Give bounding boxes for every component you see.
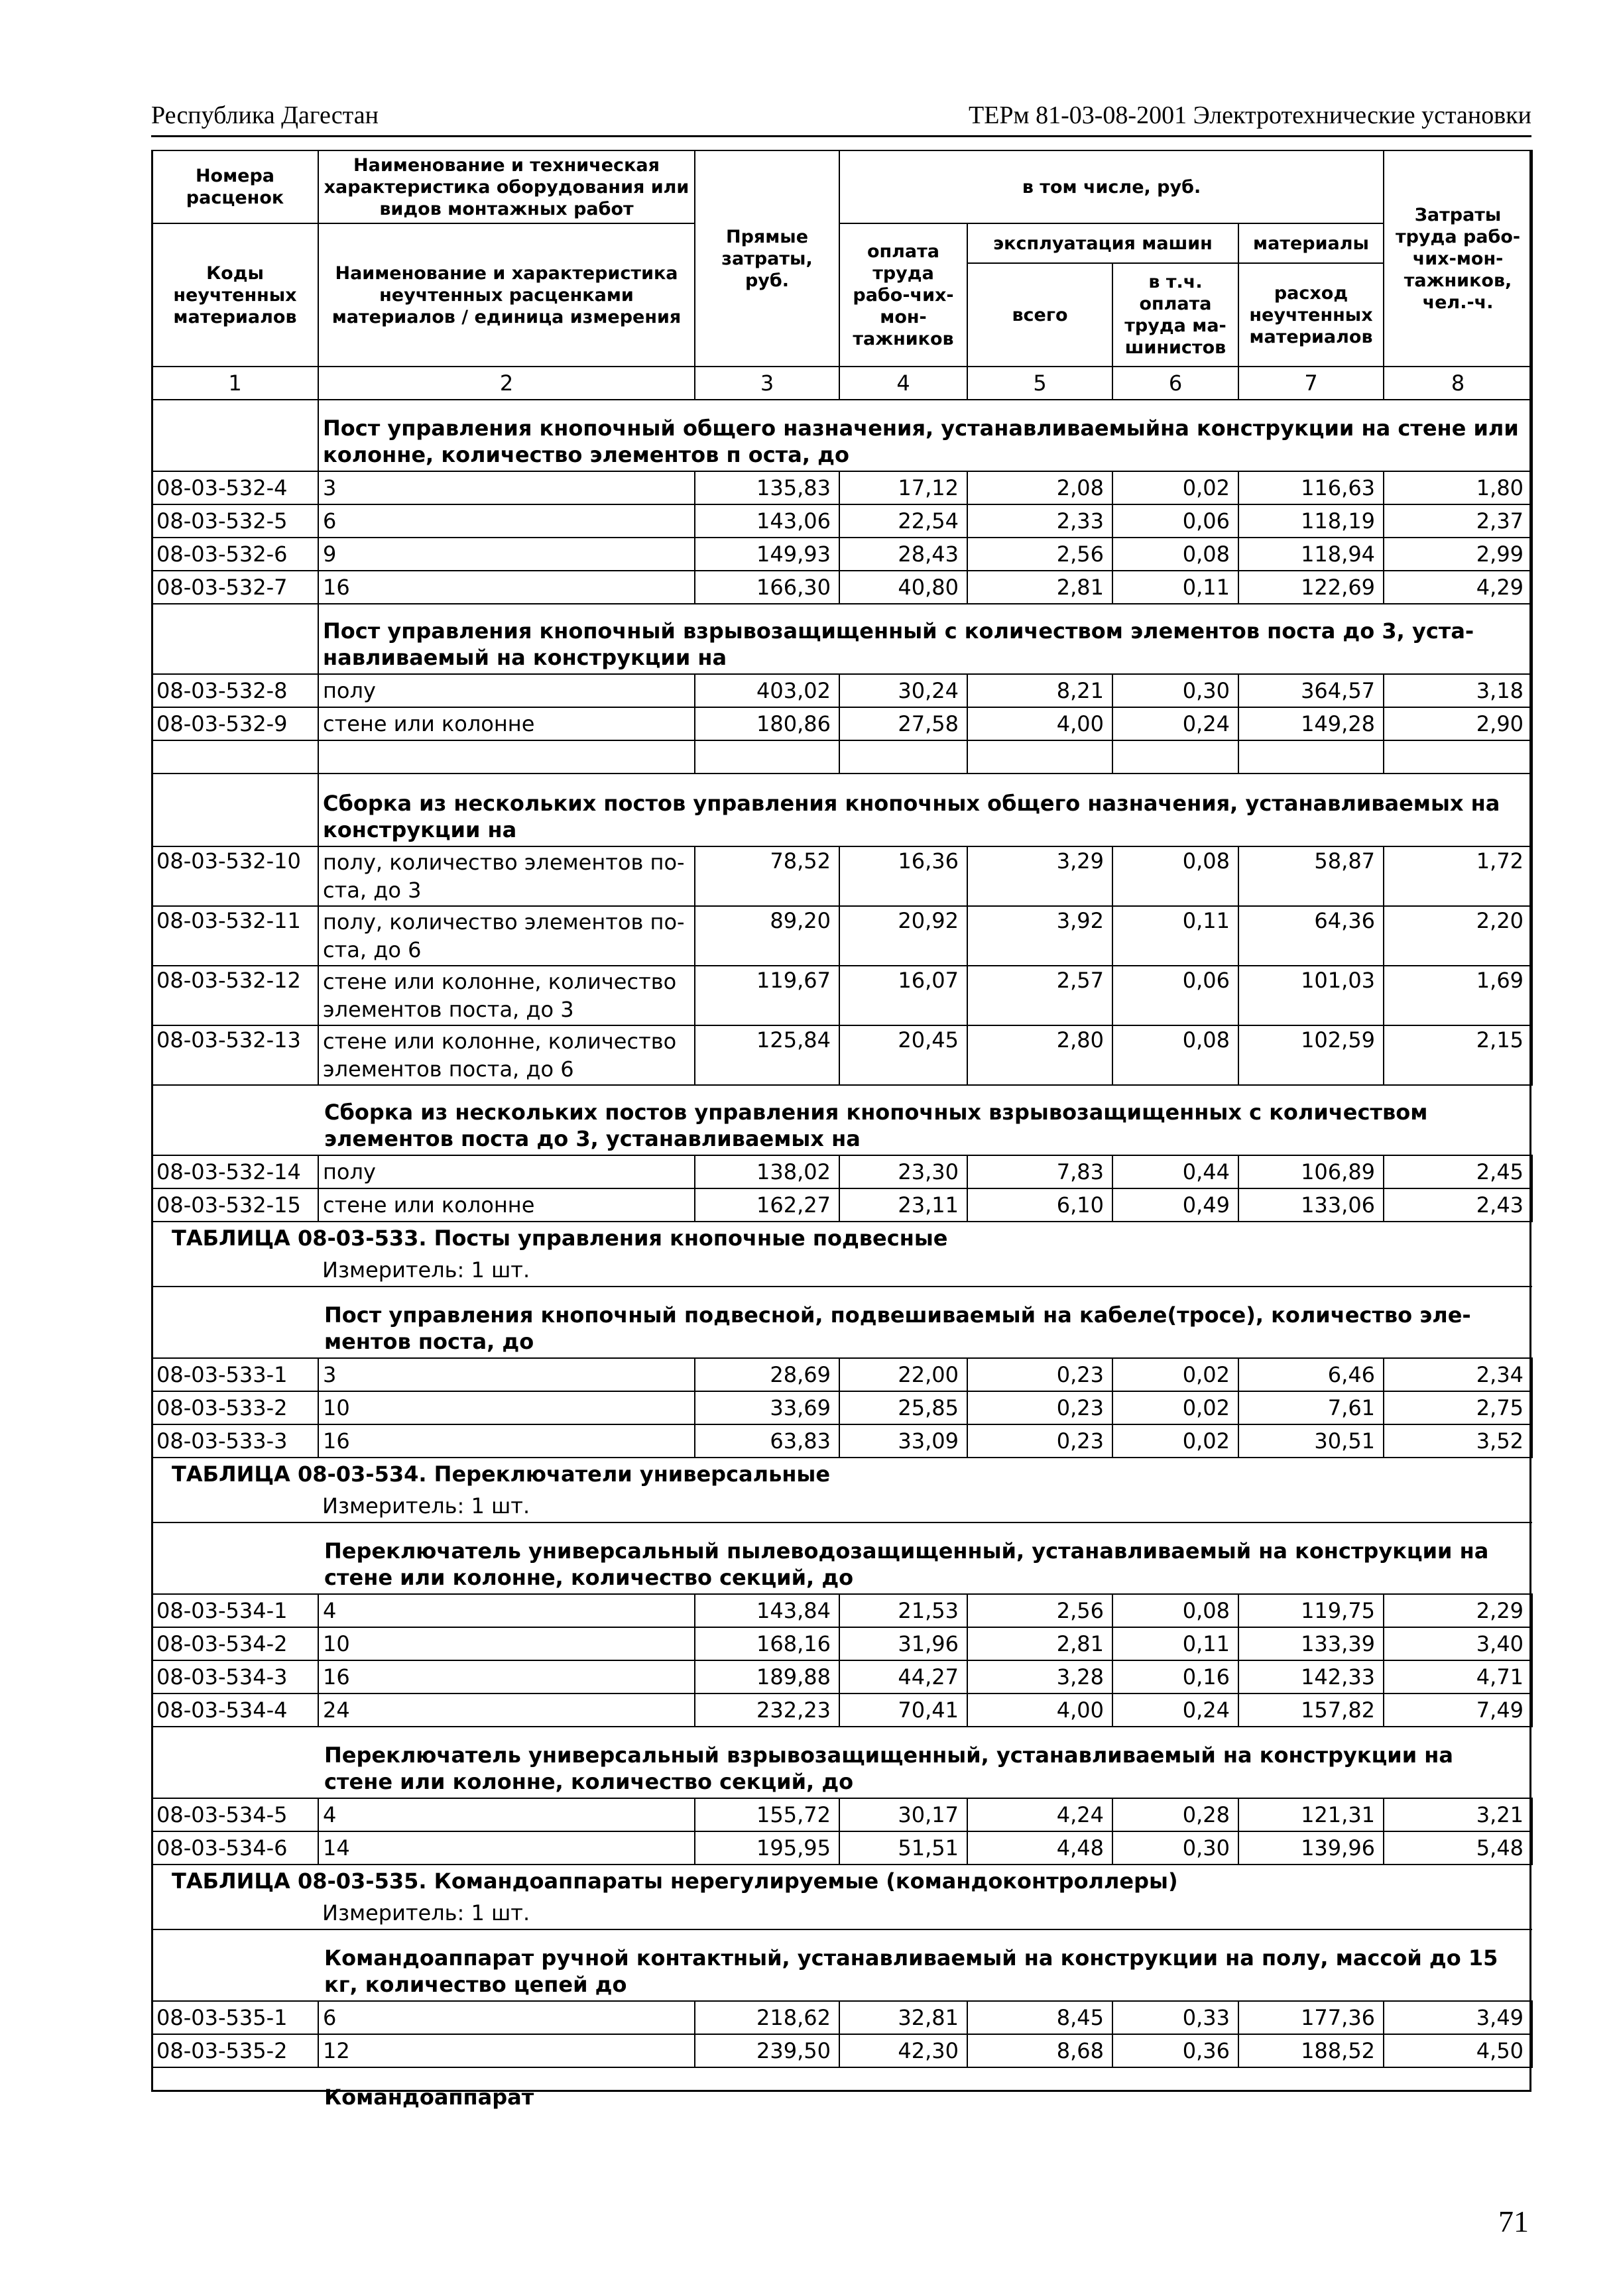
operator-pay: 0,33 [1112, 2001, 1238, 2034]
rate-code: 08-03-534-3 [152, 1660, 318, 1693]
table-row [152, 1693, 1532, 1727]
materials: 102,59 [1238, 1025, 1384, 1085]
rate-code: 08-03-532-7 [152, 571, 318, 604]
operator-pay: 0,30 [1112, 1831, 1238, 1865]
machines-total: 3,29 [967, 846, 1112, 906]
table-row [152, 1025, 1532, 1085]
materials: 118,94 [1238, 538, 1384, 571]
rate-name: полу, количество элементов по-ста, до 6 [318, 906, 695, 966]
direct-costs: 239,50 [695, 2034, 839, 2067]
page-number: 71 [1498, 2205, 1529, 2238]
table-row [152, 906, 1532, 966]
rate-name: 6 [318, 504, 695, 538]
operator-pay: 0,06 [1112, 966, 1238, 1025]
direct-costs: 78,52 [695, 846, 839, 906]
section-title-row [152, 1522, 1532, 1594]
materials: 133,39 [1238, 1627, 1384, 1660]
labor-hours: 2,20 [1384, 906, 1532, 966]
machines-total: 2,80 [967, 1025, 1112, 1085]
labor-hours: 2,43 [1384, 1188, 1532, 1222]
direct-costs: 195,95 [695, 1831, 839, 1865]
machines-total: 2,81 [967, 1627, 1112, 1660]
direct-costs: 155,72 [695, 1798, 839, 1831]
rate-code: 08-03-532-8 [152, 674, 318, 707]
table-header-row [152, 150, 1532, 223]
section-title-row [152, 400, 1532, 471]
rate-code: 08-03-532-6 [152, 538, 318, 571]
labor-hours: 2,29 [1384, 1594, 1532, 1627]
page-header [151, 93, 1531, 137]
operator-pay: 0,16 [1112, 1660, 1238, 1693]
labor-hours: 3,49 [1384, 2001, 1532, 2034]
machines-total: 2,57 [967, 966, 1112, 1025]
rate-code: 08-03-534-2 [152, 1627, 318, 1660]
column-number: 6 [1112, 367, 1238, 400]
column-number: 5 [967, 367, 1112, 400]
rate-name: 16 [318, 571, 695, 604]
header-including: в том числе, руб. [839, 150, 1384, 223]
worker-pay: 33,09 [839, 1424, 967, 1458]
rate-name: 10 [318, 1391, 695, 1424]
worker-pay: 32,81 [839, 2001, 967, 2034]
table-title: ТАБЛИЦА 08-03-534. Переключатели универсальные [152, 1458, 1532, 1490]
labor-hours: 3,40 [1384, 1627, 1532, 1660]
direct-costs: 189,88 [695, 1660, 839, 1693]
section-title-row [152, 2067, 1532, 2113]
operator-pay: 0,24 [1112, 1693, 1238, 1727]
table-header-row [152, 223, 1532, 263]
rate-name: 10 [318, 1627, 695, 1660]
measure-unit: Измеритель: 1 шт. [322, 1900, 530, 1925]
labor-hours: 7,49 [1384, 1693, 1532, 1727]
rates-table [151, 150, 1533, 2113]
rate-name: 3 [318, 1358, 695, 1391]
section-title: Командоаппарат [324, 2085, 534, 2110]
rate-name: стене или колонне, количество элементов поста, до 3 [318, 966, 695, 1025]
machines-total: 6,10 [967, 1188, 1112, 1222]
rate-code: 08-03-532-14 [152, 1155, 318, 1188]
section-title: Переключатель универсальный пылеводозащищенный, устанавливаемый на конструкции на стене или колонне, количество секций, до [324, 1538, 1489, 1590]
direct-costs: 232,23 [695, 1693, 839, 1727]
direct-costs: 166,30 [695, 571, 839, 604]
column-number-row [152, 367, 1532, 400]
operator-pay: 0,36 [1112, 2034, 1238, 2067]
labor-hours: 3,18 [1384, 674, 1532, 707]
column-number: 1 [152, 367, 318, 400]
rate-name: 24 [318, 1693, 695, 1727]
worker-pay: 27,58 [839, 707, 967, 740]
section-title: Пост управления кнопочный общего назначения, устанавливаемыйна конструкции на стене или колонне, количество элементов п оста, до [318, 400, 1532, 471]
labor-hours: 3,52 [1384, 1424, 1532, 1458]
machines-total: 2,81 [967, 571, 1112, 604]
table-row [152, 1155, 1532, 1188]
direct-costs: 162,27 [695, 1188, 839, 1222]
materials: 58,87 [1238, 846, 1384, 906]
section-title-row [152, 774, 1532, 846]
operator-pay: 0,02 [1112, 1358, 1238, 1391]
column-number: 7 [1238, 367, 1384, 400]
materials: 149,28 [1238, 707, 1384, 740]
machines-total: 2,08 [967, 471, 1112, 504]
column-number: 4 [839, 367, 967, 400]
materials: 139,96 [1238, 1831, 1384, 1865]
worker-pay: 21,53 [839, 1594, 967, 1627]
rate-name: 16 [318, 1660, 695, 1693]
header-operator-pay: в т.ч. оплата труда ма-шинистов [1112, 263, 1238, 367]
operator-pay: 0,28 [1112, 1798, 1238, 1831]
table-row [152, 471, 1532, 504]
rate-code: 08-03-532-10 [152, 846, 318, 906]
rate-code: 08-03-534-5 [152, 1798, 318, 1831]
labor-hours: 2,99 [1384, 538, 1532, 571]
direct-costs: 149,93 [695, 538, 839, 571]
machines-total: 4,00 [967, 707, 1112, 740]
machines-total: 8,21 [967, 674, 1112, 707]
machines-total: 8,68 [967, 2034, 1112, 2067]
labor-hours: 2,90 [1384, 707, 1532, 740]
table-row [152, 2034, 1532, 2067]
direct-costs: 119,67 [695, 966, 839, 1025]
materials: 188,52 [1238, 2034, 1384, 2067]
table-row [152, 504, 1532, 538]
section-title: Пост управления кнопочный подвесной, подвешиваемый на кабеле(тросе), количество эле-ментов поста, до [324, 1302, 1471, 1354]
empty-row [152, 740, 1532, 774]
worker-pay: 31,96 [839, 1627, 967, 1660]
table-row [152, 707, 1532, 740]
operator-pay: 0,02 [1112, 471, 1238, 504]
machines-total: 4,00 [967, 1693, 1112, 1727]
rate-name: стене или колонне [318, 707, 695, 740]
labor-hours: 5,48 [1384, 1831, 1532, 1865]
table-row [152, 2001, 1532, 2034]
machines-total: 2,33 [967, 504, 1112, 538]
table-title: ТАБЛИЦА 08-03-535. Командоаппараты нерегулируемые (командоконтроллеры) [152, 1865, 1532, 1897]
rate-code: 08-03-533-3 [152, 1424, 318, 1458]
operator-pay: 0,02 [1112, 1424, 1238, 1458]
labor-hours: 2,34 [1384, 1358, 1532, 1391]
machines-total: 7,83 [967, 1155, 1112, 1188]
machines-total: 4,24 [967, 1798, 1112, 1831]
labor-hours: 2,75 [1384, 1391, 1532, 1424]
machines-total: 8,45 [967, 2001, 1112, 2034]
section-title-row [152, 1929, 1532, 2001]
direct-costs: 143,84 [695, 1594, 839, 1627]
materials: 101,03 [1238, 966, 1384, 1025]
column-number: 8 [1384, 367, 1532, 400]
header-direct-costs: Прямые затраты, руб. [695, 150, 839, 367]
measure-unit: Измеритель: 1 шт. [322, 1257, 530, 1283]
materials: 157,82 [1238, 1693, 1384, 1727]
column-number: 2 [318, 367, 695, 400]
rate-name: полу [318, 674, 695, 707]
rate-code: 08-03-532-11 [152, 906, 318, 966]
direct-costs: 89,20 [695, 906, 839, 966]
materials: 133,06 [1238, 1188, 1384, 1222]
materials: 7,61 [1238, 1391, 1384, 1424]
rate-code: 08-03-533-2 [152, 1391, 318, 1424]
operator-pay: 0,11 [1112, 906, 1238, 966]
section-title: Сборка из нескольких постов управления кнопочных общего назначения, устанавливаемых на конструкции на [318, 774, 1532, 846]
machines-total: 3,28 [967, 1660, 1112, 1693]
materials: 119,75 [1238, 1594, 1384, 1627]
operator-pay: 0,08 [1112, 846, 1238, 906]
measure-row [152, 1897, 1532, 1929]
operator-pay: 0,08 [1112, 1025, 1238, 1085]
rate-name: стене или колонне [318, 1188, 695, 1222]
worker-pay: 42,30 [839, 2034, 967, 2067]
rate-name: 3 [318, 471, 695, 504]
labor-hours: 3,21 [1384, 1798, 1532, 1831]
operator-pay: 0,08 [1112, 538, 1238, 571]
worker-pay: 16,07 [839, 966, 967, 1025]
section-title: Переключатель универсальный взрывозащищенный, устанавливаемый на конструкции на стене или колонне, количество секций, до [324, 1743, 1453, 1794]
measure-unit: Измеритель: 1 шт. [322, 1493, 530, 1519]
materials: 142,33 [1238, 1660, 1384, 1693]
table-row [152, 1358, 1532, 1391]
table-row [152, 1594, 1532, 1627]
worker-pay: 17,12 [839, 471, 967, 504]
worker-pay: 16,36 [839, 846, 967, 906]
worker-pay: 70,41 [839, 1693, 967, 1727]
operator-pay: 0,30 [1112, 674, 1238, 707]
worker-pay: 20,45 [839, 1025, 967, 1085]
table-row [152, 1424, 1532, 1458]
labor-hours: 4,29 [1384, 571, 1532, 604]
table-row [152, 1188, 1532, 1222]
section-title: Пост управления кнопочный взрывозащищенный с количеством элементов поста до 3, уста-навливаемый на конструкции на [318, 604, 1532, 674]
direct-costs: 28,69 [695, 1358, 839, 1391]
worker-pay: 30,17 [839, 1798, 967, 1831]
worker-pay: 28,43 [839, 538, 967, 571]
rate-code: 08-03-532-9 [152, 707, 318, 740]
worker-pay: 22,00 [839, 1358, 967, 1391]
section-title-row [152, 604, 1532, 674]
table-row [152, 1831, 1532, 1865]
direct-costs: 138,02 [695, 1155, 839, 1188]
materials: 30,51 [1238, 1424, 1384, 1458]
machines-total: 4,48 [967, 1831, 1112, 1865]
table-row [152, 846, 1532, 906]
direct-costs: 180,86 [695, 707, 839, 740]
rate-code: 08-03-534-4 [152, 1693, 318, 1727]
direct-costs: 135,83 [695, 471, 839, 504]
table-row [152, 966, 1532, 1025]
rate-name: стене или колонне, количество элементов поста, до 6 [318, 1025, 695, 1085]
worker-pay: 25,85 [839, 1391, 967, 1424]
labor-hours: 1,80 [1384, 471, 1532, 504]
machines-total: 0,23 [967, 1391, 1112, 1424]
worker-pay: 20,92 [839, 906, 967, 966]
rate-name: 9 [318, 538, 695, 571]
rate-name: 4 [318, 1594, 695, 1627]
machines-total: 3,92 [967, 906, 1112, 966]
rate-code: 08-03-532-4 [152, 471, 318, 504]
worker-pay: 51,51 [839, 1831, 967, 1865]
direct-costs: 63,83 [695, 1424, 839, 1458]
materials: 116,63 [1238, 471, 1384, 504]
measure-row [152, 1490, 1532, 1522]
table-title-row [152, 1865, 1532, 1897]
direct-costs: 403,02 [695, 674, 839, 707]
labor-hours: 1,72 [1384, 846, 1532, 906]
header-materials: материалы [1238, 223, 1384, 263]
measure-row [152, 1254, 1532, 1287]
table-row [152, 674, 1532, 707]
header-machines: эксплуатация машин [967, 223, 1238, 263]
direct-costs: 33,69 [695, 1391, 839, 1424]
materials: 64,36 [1238, 906, 1384, 966]
materials: 364,57 [1238, 674, 1384, 707]
column-number: 3 [695, 367, 839, 400]
rate-name: полу [318, 1155, 695, 1188]
header-document-code: ТЕРм 81-03-08-2001 Электротехнические установки [969, 101, 1531, 129]
table-row [152, 1660, 1532, 1693]
rate-code: 08-03-534-1 [152, 1594, 318, 1627]
worker-pay: 23,30 [839, 1155, 967, 1188]
rate-code: 08-03-535-1 [152, 2001, 318, 2034]
labor-hours: 1,69 [1384, 966, 1532, 1025]
table-title-row [152, 1458, 1532, 1490]
labor-hours: 2,45 [1384, 1155, 1532, 1188]
materials: 106,89 [1238, 1155, 1384, 1188]
materials: 122,69 [1238, 571, 1384, 604]
section-title-row [152, 1287, 1532, 1358]
rate-name: 6 [318, 2001, 695, 2034]
rate-name: полу, количество элементов по-ста, до 3 [318, 846, 695, 906]
rate-name: 12 [318, 2034, 695, 2067]
header-labor-hours: Затраты труда рабо-чих-мон-тажников, чел.-ч. [1384, 150, 1532, 367]
worker-pay: 44,27 [839, 1660, 967, 1693]
materials: 177,36 [1238, 2001, 1384, 2034]
rate-code: 08-03-534-6 [152, 1831, 318, 1865]
operator-pay: 0,08 [1112, 1594, 1238, 1627]
section-title: Сборка из нескольких постов управления кнопочных взрывозащищенных с количеством элементов поста до 3, устанавливаемых на [324, 1100, 1428, 1151]
direct-costs: 143,06 [695, 504, 839, 538]
header-work-name: Наименование и техническая характеристика оборудования или видов монтажных работ [318, 150, 695, 223]
header-material-consumption: расход неучтенных материалов [1238, 263, 1384, 367]
operator-pay: 0,24 [1112, 707, 1238, 740]
header-material-codes: Коды неучтенных материалов [152, 223, 318, 367]
rate-name: 16 [318, 1424, 695, 1458]
materials: 118,19 [1238, 504, 1384, 538]
materials: 6,46 [1238, 1358, 1384, 1391]
section-title-row [152, 1085, 1532, 1155]
table-row [152, 1798, 1532, 1831]
header-region: Республика Дагестан [151, 101, 379, 129]
table-title: ТАБЛИЦА 08-03-533. Посты управления кнопочные подвесные [152, 1222, 1532, 1254]
rate-code: 08-03-532-15 [152, 1188, 318, 1222]
machines-total: 0,23 [967, 1358, 1112, 1391]
header-material-name: Наименование и характеристика неучтенных расценками материалов / единица измерения [318, 223, 695, 367]
operator-pay: 0,02 [1112, 1391, 1238, 1424]
header-rate-numbers: Номера расценок [152, 150, 318, 223]
operator-pay: 0,11 [1112, 571, 1238, 604]
materials: 121,31 [1238, 1798, 1384, 1831]
labor-hours: 2,37 [1384, 504, 1532, 538]
table-row [152, 1391, 1532, 1424]
section-title: Командоаппарат ручной контактный, устанавливаемый на конструкции на полу, массой до 15 кг, количество цепей до [324, 1945, 1498, 1997]
section-title-row [152, 1727, 1532, 1798]
header-worker-pay: оплата труда рабо-чих-мон-тажников [839, 223, 967, 367]
worker-pay: 22,54 [839, 504, 967, 538]
labor-hours: 4,50 [1384, 2034, 1532, 2067]
machines-total: 2,56 [967, 1594, 1112, 1627]
labor-hours: 2,15 [1384, 1025, 1532, 1085]
operator-pay: 0,44 [1112, 1155, 1238, 1188]
direct-costs: 125,84 [695, 1025, 839, 1085]
direct-costs: 218,62 [695, 2001, 839, 2034]
operator-pay: 0,11 [1112, 1627, 1238, 1660]
table-row [152, 1627, 1532, 1660]
rate-code: 08-03-532-13 [152, 1025, 318, 1085]
direct-costs: 168,16 [695, 1627, 839, 1660]
operator-pay: 0,49 [1112, 1188, 1238, 1222]
machines-total: 2,56 [967, 538, 1112, 571]
rate-name: 4 [318, 1798, 695, 1831]
machines-total: 0,23 [967, 1424, 1112, 1458]
worker-pay: 40,80 [839, 571, 967, 604]
worker-pay: 30,24 [839, 674, 967, 707]
rate-code: 08-03-533-1 [152, 1358, 318, 1391]
worker-pay: 23,11 [839, 1188, 967, 1222]
rate-code: 08-03-532-5 [152, 504, 318, 538]
rate-code: 08-03-535-2 [152, 2034, 318, 2067]
rate-code: 08-03-532-12 [152, 966, 318, 1025]
table-row [152, 571, 1532, 604]
table-row [152, 538, 1532, 571]
operator-pay: 0,06 [1112, 504, 1238, 538]
rate-name: 14 [318, 1831, 695, 1865]
header-machines-total: всего [967, 263, 1112, 367]
table-title-row [152, 1222, 1532, 1254]
labor-hours: 4,71 [1384, 1660, 1532, 1693]
